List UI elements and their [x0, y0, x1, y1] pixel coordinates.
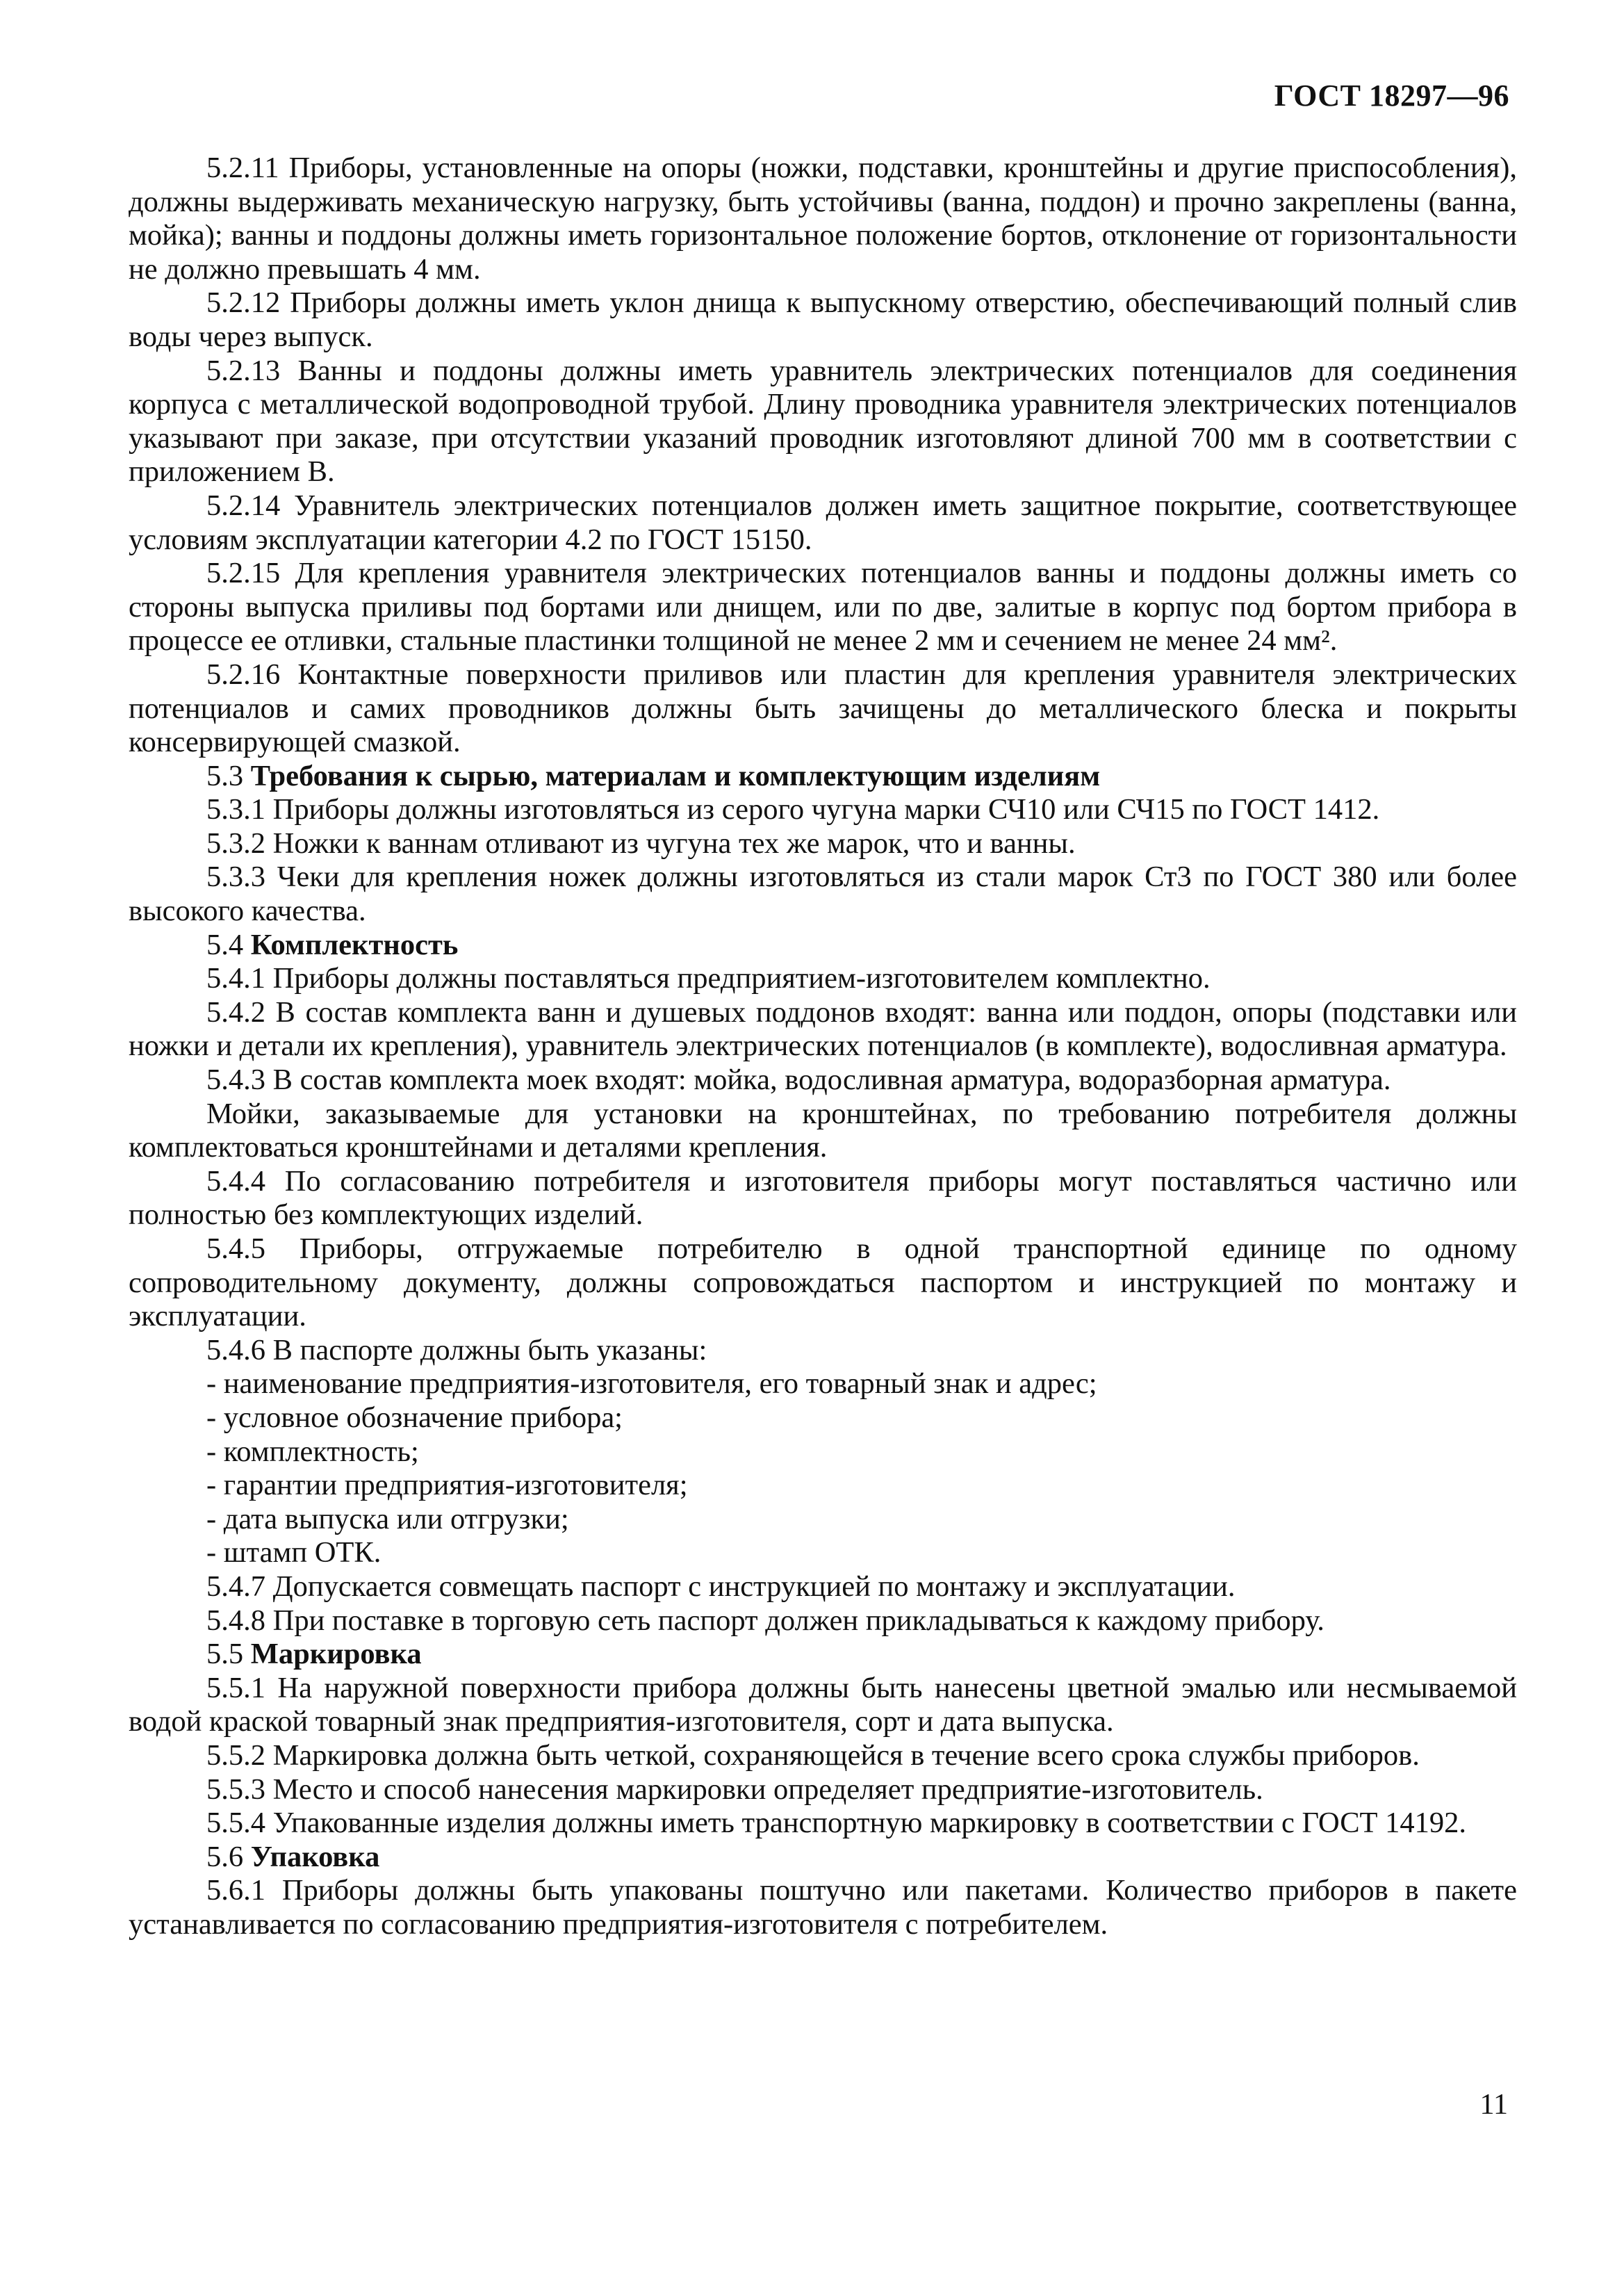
list-item: - наименование предприятия-изготовителя, его товарный знак и адрес;: [206, 1367, 1097, 1401]
paragraph: 5.4.2 В состав комплекта ванн и душевых поддонов входят: ванна или поддон, опоры (подставки или ножки и детали их крепления), уравнитель электрических потенциалов (в комплекте), водосливная арматура.: [129, 995, 1517, 1063]
paragraph: 5.5.1 На наружной поверхности прибора должны быть нанесены цветной эмалью или несмываемой водой краской товарный знак предприятия-изготовителя, сорт и дата выпуска.: [129, 1671, 1517, 1738]
paragraph: 5.3.3 Чеки для крепления ножек должны изготовляться из стали марок Ст3 по ГОСТ 380 или более высокого качества.: [129, 861, 1517, 928]
section-number: 5.4: [206, 928, 244, 961]
paragraph: 5.2.15 Для крепления уравнителя электрических потенциалов ванны и поддоны должны иметь со стороны выпуска приливы под бортами или днищем, или по две, залитые в корпус под бортом прибора в процессе ее отливки, стальные пластинки толщиной не менее 2 мм и сечением не менее 24 мм².: [129, 557, 1517, 658]
paragraph: 5.5.3 Место и способ нанесения маркировки определяет предприятие-изготовитель.: [206, 1772, 1263, 1806]
section-number: 5.5: [206, 1638, 244, 1671]
section-title: Требования к сырью, материалам и комплектующим изделиям: [250, 759, 1101, 792]
section-title: Комплектность: [250, 928, 459, 961]
section-number: 5.6: [206, 1840, 244, 1873]
list-item: - дата выпуска или отгрузки;: [206, 1502, 569, 1535]
paragraph: 5.3.1 Приборы должны изготовляться из серого чугуна марки СЧ10 или СЧ15 по ГОСТ 1412.: [206, 793, 1380, 826]
paragraph: 5.4.6 В паспорте должны быть указаны:: [206, 1333, 707, 1367]
paragraph: 5.2.12 Приборы должны иметь уклон днища к выпускному отверстию, обеспечивающий полный слив воды через выпуск.: [129, 286, 1517, 353]
paragraph: 5.4.5 Приборы, отгружаемые потребителю в одной транспортной единице по одному сопроводительному документу, должны сопровождаться паспортом и инструкцией по монтажу и эксплуатации.: [129, 1232, 1517, 1333]
paragraph: 5.4.7 Допускается совмещать паспорт с инструкцией по монтажу и эксплуатации.: [206, 1570, 1236, 1603]
paragraph: 5.5.2 Маркировка должна быть четкой, сохраняющейся в течение всего срока службы приборов.: [206, 1738, 1420, 1772]
paragraph: 5.2.16 Контактные поверхности приливов или пластин для крепления уравнителя электрических потенциалов и самих проводников должны быть зачищены до металлического блеска и покрыты консервирующей смазкой.: [129, 658, 1517, 759]
list-item: - штамп ОТК.: [206, 1536, 382, 1570]
section-heading: [129, 1638, 1517, 1672]
paragraph: Мойки, заказываемые для установки на кронштейнах, по требованию потребителя должны комплектоваться кронштейнами и деталями крепления.: [129, 1097, 1517, 1164]
paragraph: 5.2.14 Уравнитель электрических потенциалов должен иметь защитное покрытие, соответствующее условиям эксплуатации категории 4.2 по ГОСТ 15150.: [129, 489, 1517, 556]
section-number: 5.3: [206, 759, 244, 792]
list-item: - комплектность;: [206, 1435, 419, 1468]
paragraph: 5.3.2 Ножки к ваннам отливают из чугуна тех же марок, что и ванны.: [206, 826, 1076, 860]
section-title: Упаковка: [250, 1840, 380, 1873]
paragraph: 5.4.4 По согласованию потребителя и изготовителя приборы могут поставляться частично или полностью без комплектующих изделий.: [129, 1164, 1517, 1232]
section-title: Маркировка: [250, 1638, 422, 1671]
paragraph: 5.2.13 Ванны и поддоны должны иметь уравнитель электрических потенциалов для соединения корпуса с металлической водопроводной трубой. Длину проводника уравнителя электрических потенциалов указывают при заказе, при отсутствии указаний проводник изготовляют длиной 700 мм в соответствии с приложением В.: [129, 354, 1517, 489]
paragraph: 5.4.8 При поставке в торговую сеть паспорт должен прикладываться к каждому прибору.: [206, 1604, 1324, 1637]
paragraph: 5.2.11 Приборы, установленные на опоры (ножки, подставки, кронштейны и другие приспособления), должны выдерживать механическую нагрузку, быть устойчивы (ванна, поддон) и прочно закреплены (ванна, мойка); ванны и поддоны должны иметь горизонтальное положение бортов, отклонение от горизонтальности не должно превышать 4 мм.: [129, 152, 1517, 286]
document-header: ГОСТ 18297—96: [1274, 79, 1509, 113]
document-body: [129, 152, 1517, 1941]
section-heading: [129, 760, 1517, 794]
page-number: 11: [1479, 2089, 1508, 2121]
paragraph: 5.6.1 Приборы должны быть упакованы поштучно или пакетами. Количество приборов в пакете устанавливается по согласованию предприятия-изготовителя с потребителем.: [129, 1874, 1517, 1941]
list-item: - гарантии предприятия-изготовителя;: [206, 1469, 688, 1502]
paragraph: 5.4.1 Приборы должны поставляться предприятием-изготовителем комплектно.: [206, 962, 1211, 995]
list-item: - условное обозначение прибора;: [206, 1401, 623, 1434]
paragraph: 5.4.3 В состав комплекта моек входят: мойка, водосливная арматура, водоразборная арматура.: [206, 1063, 1391, 1097]
paragraph: 5.5.4 Упакованные изделия должны иметь транспортную маркировку в соответствии с ГОСТ 14192.: [206, 1807, 1467, 1840]
section-heading: [129, 929, 1517, 963]
section-heading: [129, 1841, 1517, 1875]
